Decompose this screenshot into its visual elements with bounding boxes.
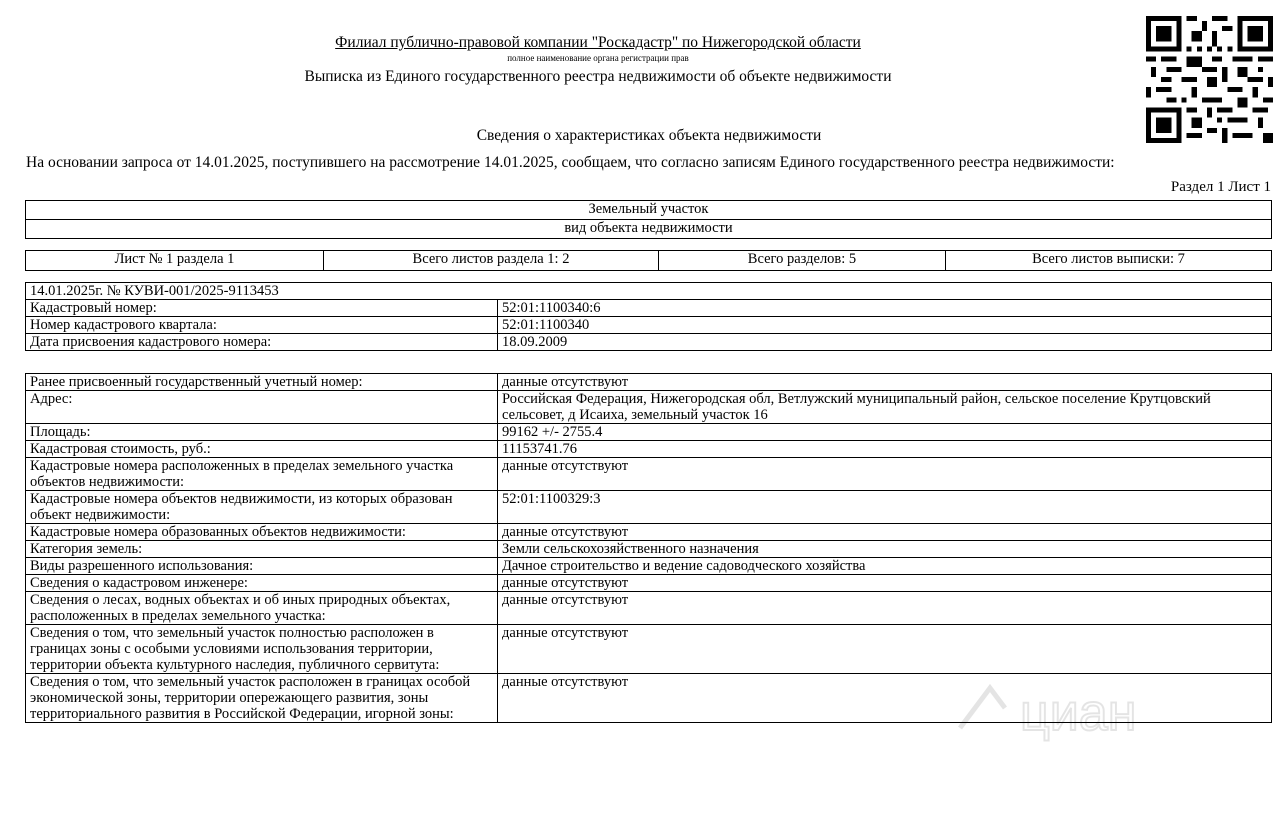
- row-label: Кадастровый номер:: [26, 300, 498, 317]
- cadastral-table: [25, 282, 1272, 351]
- row-value: данные отсутствуют: [498, 458, 1272, 491]
- row-value: 52:01:1100340: [498, 317, 1272, 334]
- row-value: данные отсутствуют: [498, 575, 1272, 592]
- row-value: Дачное строительство и ведение садоводческого хозяйства: [498, 558, 1272, 575]
- table-row: [26, 558, 1272, 575]
- sheet-reference: Раздел 1 Лист 1: [1170, 179, 1271, 195]
- cian-watermark-icon: [950, 668, 1190, 748]
- table-row: [26, 491, 1272, 524]
- basis-text: На основании запроса от 14.01.2025, поступившего на рассмотрение 14.01.2025, сообщаем, что согласно записям Единого государственного реестра недвижимости:: [26, 154, 1115, 171]
- row-value: Земли сельскохозяйственного назначения: [498, 541, 1272, 558]
- object-type: Земельный участок: [26, 201, 1272, 220]
- sheet-number: Лист № 1 раздела 1: [26, 251, 324, 271]
- row-label: Площадь:: [26, 424, 498, 441]
- table-row: [26, 441, 1272, 458]
- org-caption: полное наименование органа регистрации прав: [507, 53, 689, 63]
- table-row: [26, 625, 1272, 674]
- row-value: данные отсутствуют: [498, 524, 1272, 541]
- row-label: Кадастровые номера образованных объектов недвижимости:: [26, 524, 498, 541]
- row-label: Сведения о лесах, водных объектах и об иных природных объектах, расположенных в пределах земельного участка:: [26, 592, 498, 625]
- row-label: Категория земель:: [26, 541, 498, 558]
- row-label: Адрес:: [26, 391, 498, 424]
- table-row: [26, 374, 1272, 391]
- table-row: [26, 300, 1272, 317]
- table-row: [26, 317, 1272, 334]
- row-label: Кадастровые номера объектов недвижимости, из которых образован объект недвижимости:: [26, 491, 498, 524]
- row-value: 18.09.2009: [498, 334, 1272, 351]
- row-label: Виды разрешенного использования:: [26, 558, 498, 575]
- table-row: [26, 458, 1272, 491]
- object-type-caption: вид объекта недвижимости: [26, 220, 1272, 239]
- row-value: данные отсутствуют: [498, 625, 1272, 674]
- table-row: [26, 541, 1272, 558]
- table-row: [26, 334, 1272, 351]
- qr-code-icon: [1146, 16, 1273, 143]
- org-name: Филиал публично-правовой компании "Роскадастр" по Нижегородской области: [335, 34, 861, 51]
- section-sheets-total: Всего листов раздела 1: 2: [324, 251, 659, 271]
- row-value: данные отсутствуют: [498, 374, 1272, 391]
- row-label: Дата присвоения кадастрового номера:: [26, 334, 498, 351]
- row-label: Кадастровые номера расположенных в пределах земельного участка объектов недвижимости:: [26, 458, 498, 491]
- table-row: [26, 424, 1272, 441]
- row-value: данные отсутствуют: [498, 674, 1272, 723]
- row-value: 11153741.76: [498, 441, 1272, 458]
- table-row: [26, 391, 1272, 424]
- table-row: [26, 592, 1272, 625]
- row-value: 52:01:1100340:6: [498, 300, 1272, 317]
- row-label: Кадастровая стоимость, руб.:: [26, 441, 498, 458]
- row-label: Сведения о том, что земельный участок полностью расположен в границах зоны с особыми условиями использования территории, территории объекта культурного наследия, публичного сервитута:: [26, 625, 498, 674]
- svg-text:циан: циан: [1020, 684, 1137, 742]
- row-value: данные отсутствуют: [498, 592, 1272, 625]
- section-title: Сведения о характеристиках объекта недвижимости: [476, 127, 822, 144]
- row-label: Сведения о том, что земельный участок расположен в границах особой экономической зоны, территории опережающего развития, зоны территориального развития в Российской Федерации, игорной зоны:: [26, 674, 498, 723]
- table-row: [26, 524, 1272, 541]
- object-type-table: [25, 200, 1272, 239]
- record-id: 14.01.2025г. № КУВИ-001/2025-9113453: [26, 283, 1272, 300]
- document-title: Выписка из Единого государственного реестра недвижимости об объекте недвижимости: [304, 68, 892, 85]
- extract-sheets-total: Всего листов выписки: 7: [946, 251, 1272, 271]
- row-value: Российская Федерация, Нижегородская обл, Ветлужский муниципальный район, сельское поселение Крутцовский сельсовет, д Исаиха, земельный участок 16: [498, 391, 1272, 424]
- sheet-info-table: [25, 250, 1272, 271]
- row-value: 52:01:1100329:3: [498, 491, 1272, 524]
- row-label: Ранее присвоенный государственный учетный номер:: [26, 374, 498, 391]
- row-label: Сведения о кадастровом инженере:: [26, 575, 498, 592]
- sections-total: Всего разделов: 5: [659, 251, 946, 271]
- row-value: 99162 +/- 2755.4: [498, 424, 1272, 441]
- table-row: [26, 575, 1272, 592]
- row-label: Номер кадастрового квартала:: [26, 317, 498, 334]
